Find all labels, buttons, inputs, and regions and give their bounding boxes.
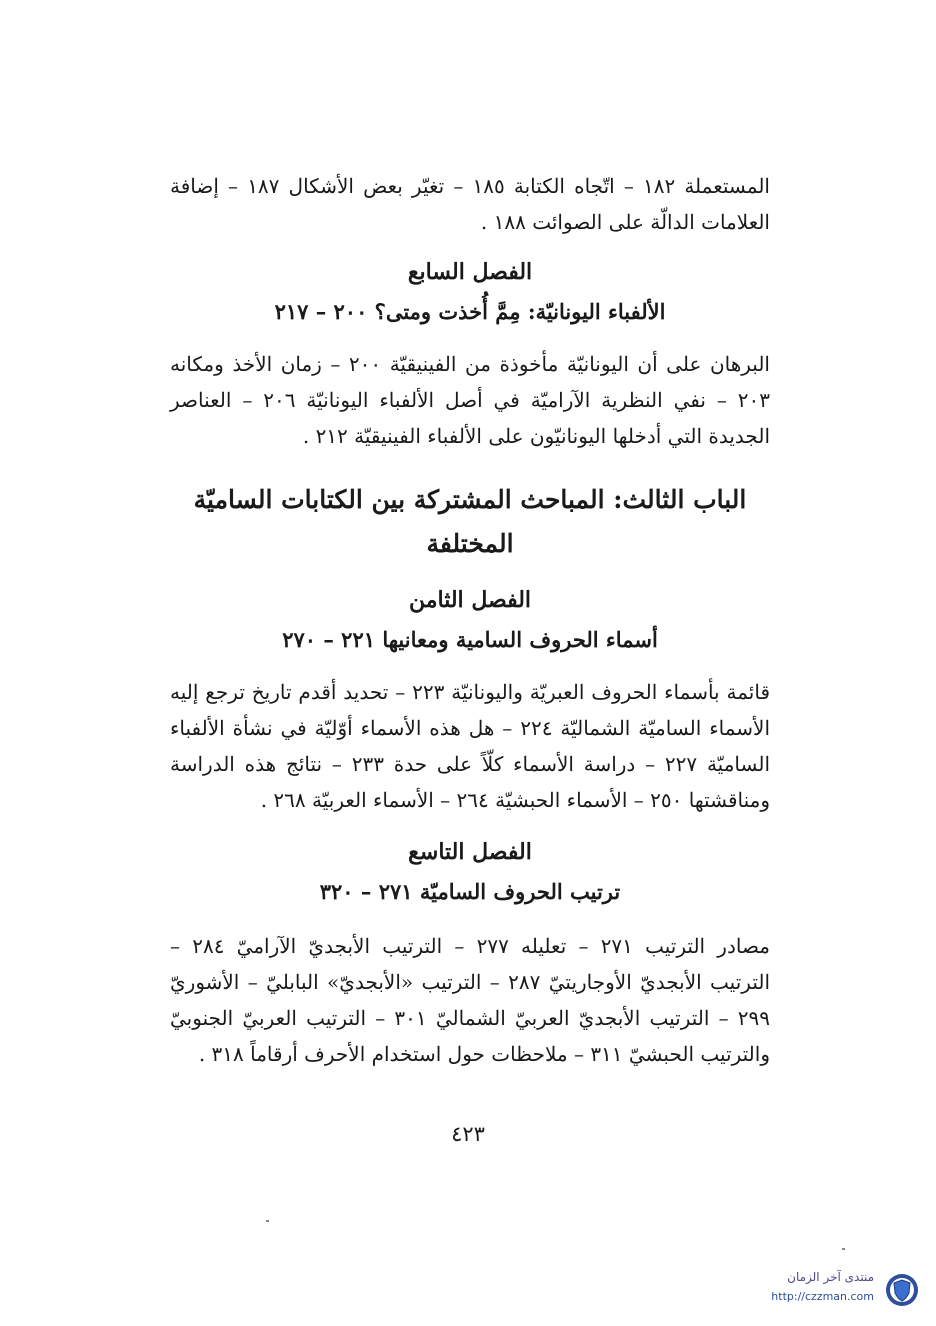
intro-paragraph: المستعملة ١٨٢ – اتّجاه الكتابة ١٨٥ – تغيّر بعض الأشكال ١٨٧ – إضافة العلامات الدالّة على الصوائت ١٨٨ . [170, 174, 770, 234]
shield-logo-icon [884, 1272, 920, 1308]
watermark-url[interactable]: http://czzman.com [771, 1290, 874, 1303]
part-3-title: الباب الثالث: المباحث المشتركة بين الكتابات الساميّة المختلفة [193, 485, 747, 558]
chapter-8-title: الفصل الثامن [408, 587, 532, 613]
watermark-forum-name: منتدى آخر الزمان [787, 1270, 874, 1284]
chapter-8-subtitle: أسماء الحروف السامية ومعانيها ٢٢١ – ٢٧٠ [282, 627, 658, 652]
chapter-9-subtitle: ترتيب الحروف الساميّة ٢٧١ – ٣٢٠ [319, 879, 621, 904]
chapter-7-title: الفصل السابع [407, 259, 533, 285]
scan-speck [842, 1248, 845, 1250]
chapter-7-paragraph: البرهان على أن اليونانيّة مأخوذة من الفينيقيّة ٢٠٠ – زمان الأخذ ومكانه ٢٠٣ – نفي النظرية الآراميّة في أصل الألفباء اليونانيّة ٢٠٦ – العناصر الجديدة التي أدخلها اليونانيّون على الألفباء الفينيقيّة ٢١٢ . [170, 352, 770, 448]
chapter-9-paragraph: مصادر الترتيب ٢٧١ – تعليله ٢٧٧ – الترتيب الأبجديّ الآراميّ ٢٨٤ – الترتيب الأبجديّ الأوجاريتيّ ٢٨٧ – الترتيب «الأبجديّ» البابليّ – الأشوريّ ٢٩٩ – الترتيب الأبجديّ العربيّ الشماليّ ٣٠١ – الترتيب العربيّ الجنوبيّ والترتيب الحبشيّ ٣١١ – ملاحظات حول استخدام الأحرف أرقاماً ٣١٨ . [170, 934, 771, 1066]
scan-speck [266, 1220, 269, 1222]
chapter-7-subtitle: الألفباء اليونانيّة: مِمَّ أُخذت ومتى؟ ٢٠٠ – ٢١٧ [274, 299, 666, 324]
page-number: ٤٢٣ [451, 1122, 485, 1146]
watermark[interactable] [728, 1266, 924, 1316]
document-page [170, 168, 770, 1072]
chapter-8-paragraph: قائمة بأسماء الحروف العبريّة واليونانيّة ٢٢٣ – تحديد أقدم تاريخ ترجع إليه الأسماء الساميّة الشماليّة ٢٢٤ – هل هذه الأسماء أوّليّة في نشأة الألفباء الساميّة ٢٢٧ – دراسة الأسماء كلّاً على حدة ٢٣٣ – نتائج هذه الدراسة ومناقشتها ٢٥٠ – الأسماء الحبشيّة ٢٦٤ – الأسماء العربيّة ٢٦٨ . [170, 680, 771, 812]
chapter-9-title: الفصل التاسع [408, 839, 532, 865]
